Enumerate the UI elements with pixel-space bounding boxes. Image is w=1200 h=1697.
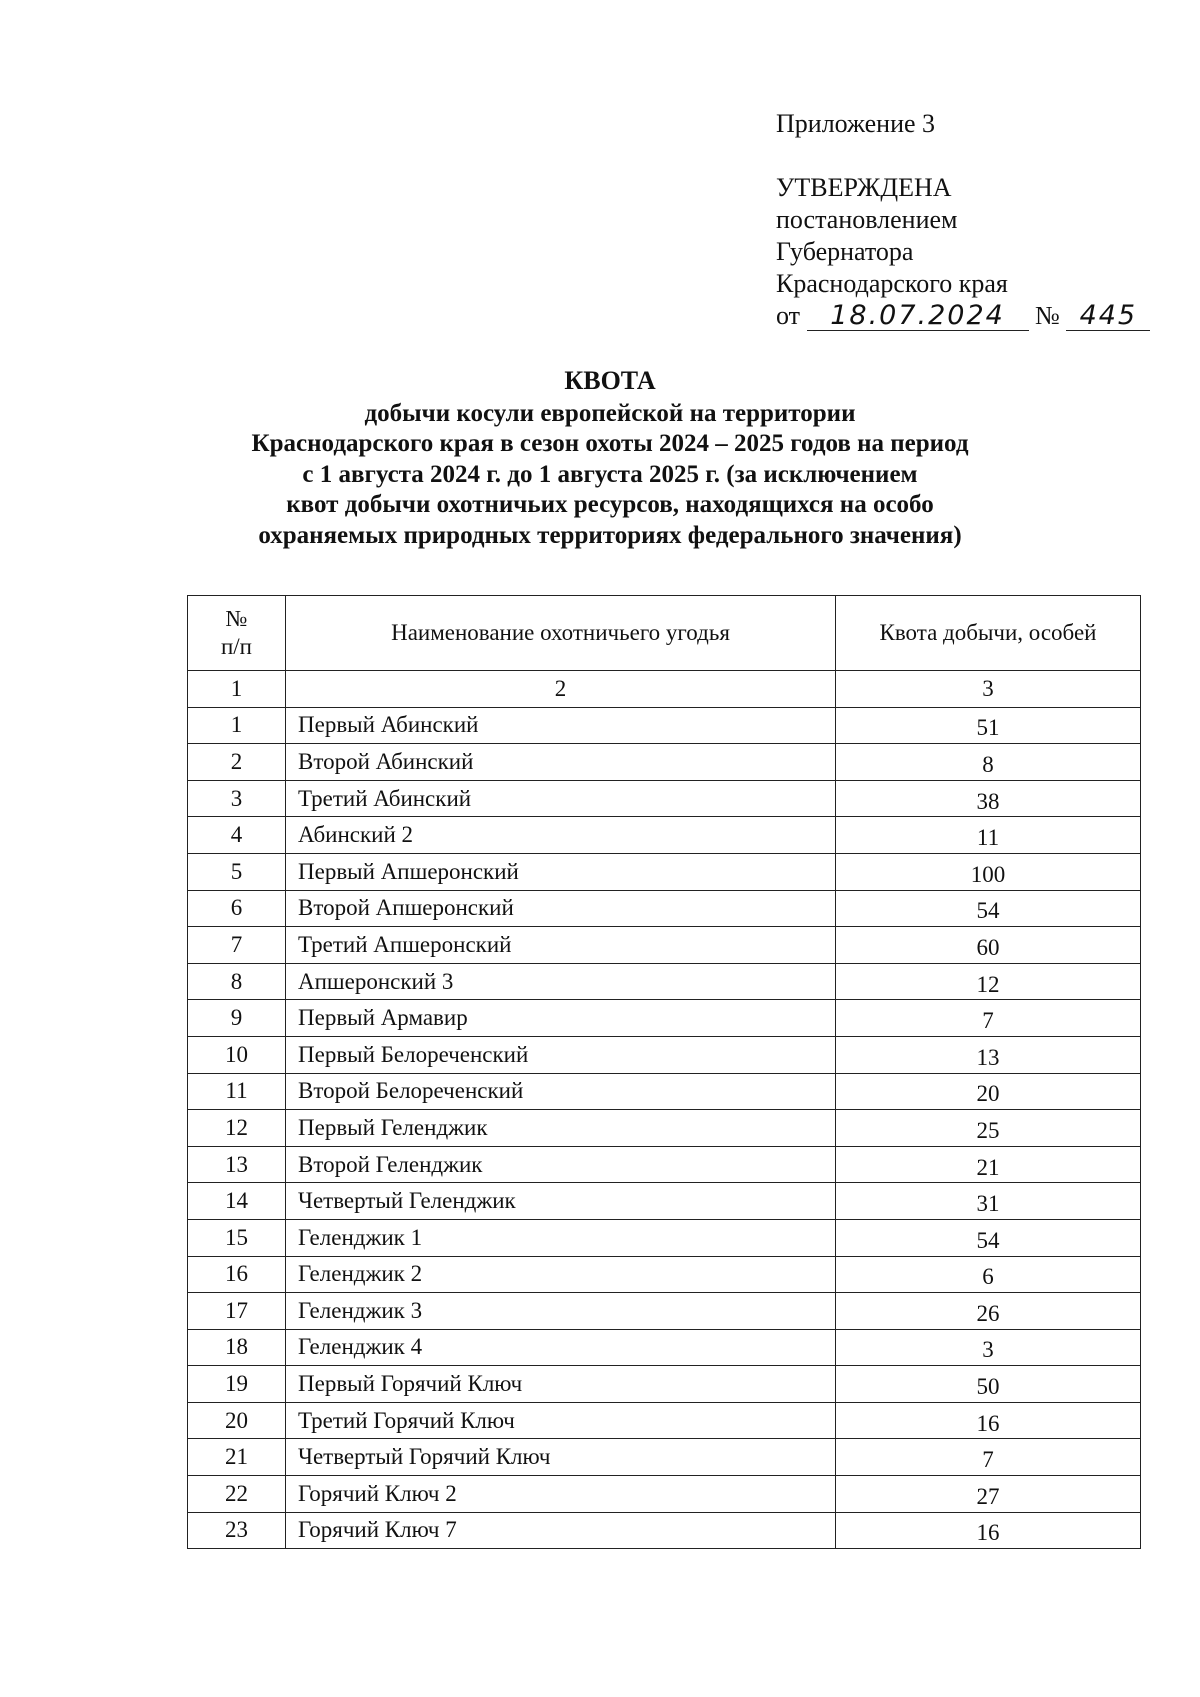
row-number: 16 [188,1256,286,1293]
quota-value-text: 38 [976,788,1000,814]
table-row [188,1512,1141,1549]
quota-value [836,1512,1141,1549]
row-number: 21 [188,1439,286,1476]
row-number: 15 [188,1219,286,1256]
hunting-ground-name: Первый Апшеронский [286,853,836,890]
approval-line-3: Краснодарского края [776,269,1008,298]
quota-value-text: 13 [976,1044,1000,1070]
title-line: Краснодарского края в сезон охоты 2024 – 2025 годов на период [251,430,969,457]
hunting-ground-name: Первый Абинский [286,707,836,744]
number-label: № [1035,301,1060,330]
table-row [188,927,1141,964]
handwritten-number: 445 [1066,302,1150,331]
header-quota: Квота добычи, особей [836,596,1141,671]
quota-value [836,853,1141,890]
quota-value-text: 7 [982,1008,994,1034]
quota-value-text: 31 [976,1191,1000,1217]
hunting-ground-name: Абинский 2 [286,817,836,854]
hunting-ground-name: Третий Апшеронский [286,927,836,964]
quota-value-text: 50 [976,1374,1000,1400]
quota-value-text: 51 [976,715,1000,741]
hunting-ground-name: Горячий Ключ 7 [286,1512,836,1549]
quota-value [836,780,1141,817]
quota-value-text: 8 [982,751,994,777]
row-number: 19 [188,1366,286,1403]
quota-value-text: 7 [982,1447,994,1473]
title-line: с 1 августа 2024 г. до 1 августа 2025 г. (за исключением [302,460,918,488]
handwritten-date: 18.07.2024 [807,302,1029,331]
hunting-ground-name: Первый Белореченский [286,1036,836,1073]
hunting-ground-name: Первый Геленджик [286,1110,836,1147]
hunting-ground-name: Третий Горячий Ключ [286,1402,836,1439]
row-number: 22 [188,1476,286,1513]
table-row [188,744,1141,781]
table-row [188,1000,1141,1037]
quota-value [836,1110,1141,1147]
title-line: охраняемых природных территориях федерального значения) [258,521,962,549]
quota-value [836,1000,1141,1037]
quota-value [836,744,1141,781]
quota-value-text: 21 [976,1154,1000,1180]
column-index: 2 [286,671,836,708]
quota-value-text: 54 [976,1227,1000,1253]
hunting-ground-name: Второй Геленджик [286,1146,836,1183]
row-number: 4 [188,817,286,854]
table-row [188,1366,1141,1403]
hunting-ground-name: Четвертый Геленджик [286,1183,836,1220]
hunting-ground-name: Второй Апшеронский [286,890,836,927]
quota-value [836,1402,1141,1439]
title-main: КВОТА [564,366,656,395]
hunting-ground-name: Третий Абинский [286,780,836,817]
row-number: 3 [188,780,286,817]
from-label: от [776,301,801,330]
quota-value-text: 16 [976,1410,1000,1436]
row-number: 9 [188,1000,286,1037]
quota-value-text: 3 [982,1337,994,1363]
quota-value-text: 26 [976,1300,1000,1326]
quota-value-text: 100 [970,861,1006,887]
header-name: Наименование охотничьего угодья [286,596,836,671]
quota-value-text: 60 [976,934,1000,960]
row-number: 13 [188,1146,286,1183]
table-row [188,963,1141,1000]
hunting-ground-name: Геленджик 1 [286,1219,836,1256]
column-index: 1 [188,671,286,708]
hunting-ground-name: Второй Белореченский [286,1073,836,1110]
quota-value [836,1036,1141,1073]
table-row [188,890,1141,927]
table-row [188,1219,1141,1256]
hunting-ground-name: Геленджик 2 [286,1256,836,1293]
table-row [188,817,1141,854]
row-number: 14 [188,1183,286,1220]
quota-value [836,963,1141,1000]
row-number: 20 [188,1402,286,1439]
hunting-ground-name: Геленджик 4 [286,1329,836,1366]
quota-value-text: 12 [976,971,1000,997]
quota-value [836,1219,1141,1256]
quota-value-text: 20 [976,1081,1000,1107]
hunting-ground-name: Геленджик 3 [286,1293,836,1330]
quota-value [836,1073,1141,1110]
approval-line-2: Губернатора [776,237,914,266]
quota-value-text: 25 [976,1117,1000,1143]
row-number: 10 [188,1036,286,1073]
table-row [188,1329,1141,1366]
table-row [188,853,1141,890]
title-line: добычи косули европейской на территории [364,399,856,427]
date-number-line [776,300,1150,332]
row-number: 11 [188,1073,286,1110]
quota-value [836,1329,1141,1366]
column-index-row [188,671,1141,708]
quota-value [836,817,1141,854]
approval-line-1: постановлением [776,205,958,234]
quota-value [836,1476,1141,1513]
table-header-row [188,596,1141,671]
quota-value [836,1293,1141,1330]
table-row [188,1256,1141,1293]
row-number: 17 [188,1293,286,1330]
quota-value-text: 6 [982,1264,994,1290]
table-row [188,1036,1141,1073]
table-row [188,1110,1141,1147]
quota-table [187,595,1141,1549]
hunting-ground-name: Четвертый Горячий Ключ [286,1439,836,1476]
quota-value [836,1256,1141,1293]
row-number: 12 [188,1110,286,1147]
table-row [188,1293,1141,1330]
table-row [188,1476,1141,1513]
quota-value [836,1439,1141,1476]
quota-value-text: 27 [976,1483,1000,1509]
row-number: 7 [188,927,286,964]
table-row [188,780,1141,817]
quota-value-text: 54 [976,898,1000,924]
appendix-label: Приложение 3 [776,109,936,138]
row-number: 1 [188,707,286,744]
quota-value [836,707,1141,744]
quota-value [836,927,1141,964]
hunting-ground-name: Горячий Ключ 2 [286,1476,836,1513]
table-row [188,1439,1141,1476]
row-number: 23 [188,1512,286,1549]
quota-value [836,1146,1141,1183]
quota-value [836,890,1141,927]
hunting-ground-name: Первый Горячий Ключ [286,1366,836,1403]
table-row [188,707,1141,744]
quota-value-text: 16 [976,1520,1000,1546]
column-index: 3 [836,671,1141,708]
table-row [188,1183,1141,1220]
table-row [188,1402,1141,1439]
quota-value [836,1366,1141,1403]
quota-value-text: 11 [976,825,1000,851]
row-number: 2 [188,744,286,781]
row-number: 8 [188,963,286,1000]
quota-value [836,1183,1141,1220]
row-number: 18 [188,1329,286,1366]
approved-label: УТВЕРЖДЕНА [776,173,952,202]
header-number: № п/п [188,596,286,671]
row-number: 5 [188,853,286,890]
hunting-ground-name: Апшеронский 3 [286,963,836,1000]
table-row [188,1146,1141,1183]
title-line: квот добычи охотничьих ресурсов, находящихся на особо [286,491,934,518]
document-title [180,366,1040,551]
hunting-ground-name: Второй Абинский [286,744,836,781]
table-row [188,1073,1141,1110]
hunting-ground-name: Первый Армавир [286,1000,836,1037]
row-number: 6 [188,890,286,927]
approval-block [776,108,1150,332]
